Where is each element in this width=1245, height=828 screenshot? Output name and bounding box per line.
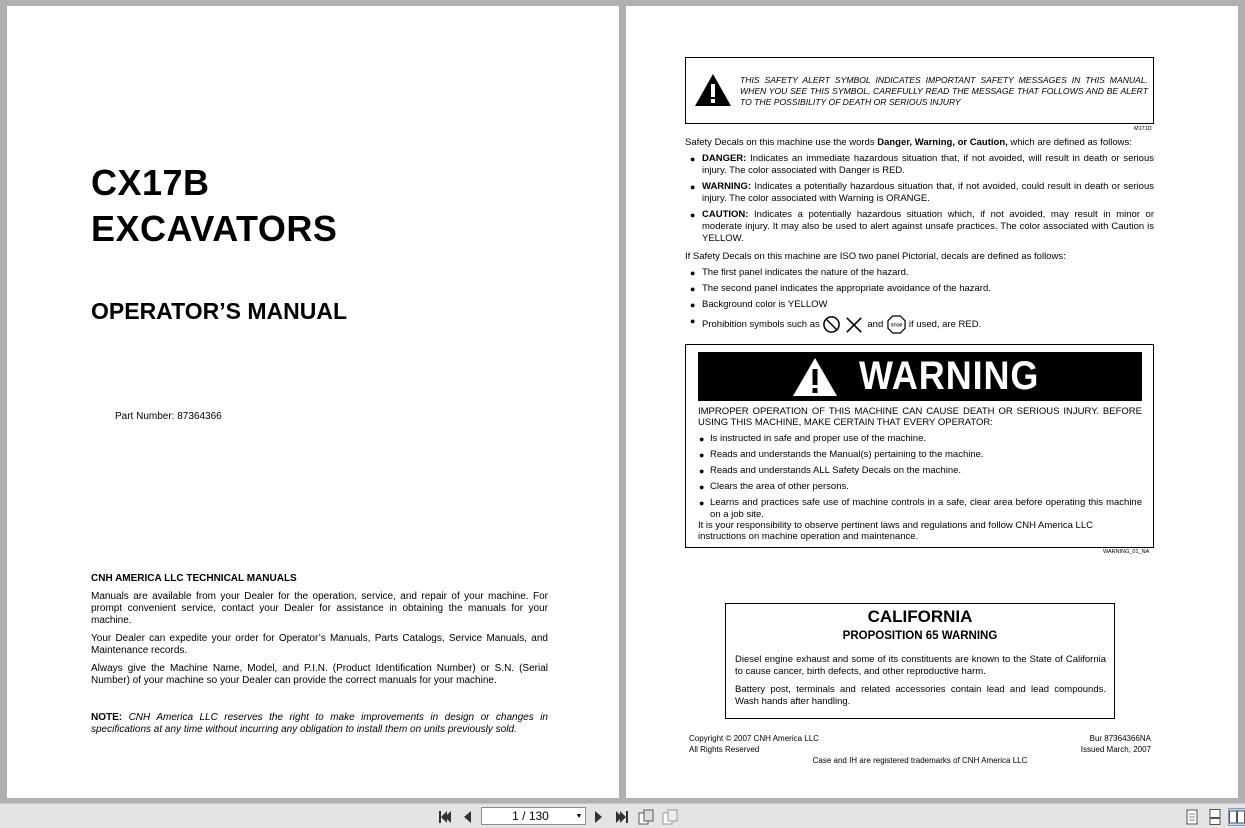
last-page-button[interactable] <box>613 808 631 826</box>
definition-term: DANGER: <box>702 153 747 164</box>
rights-text: All Rights Reserved <box>689 745 760 754</box>
list-item <box>685 315 1154 334</box>
warning-banner <box>698 352 1142 401</box>
definition-term: WARNING: <box>702 181 752 192</box>
left-page <box>7 6 619 798</box>
decals-intro-terms: Danger, Warning, or Caution, <box>877 137 1008 148</box>
iso-definitions-list <box>685 267 1154 338</box>
single-page-view-icon <box>1186 809 1198 825</box>
note-text: CNH America LLC reserves the right to make improvements in design or changes in specifications at any time without incurring any obligation to install them on units previously sold. <box>91 712 548 735</box>
page-indicator: 1 / 130 <box>512 809 549 823</box>
part-number: Part Number: 87364366 <box>115 411 222 422</box>
issue-info <box>1081 733 1151 755</box>
definition-text: Indicates an immediate hazardous situation that, if not avoided, will result in death or serious injury. The color associated with Danger is RED. <box>702 153 1154 176</box>
list-item <box>685 181 1154 205</box>
manual-title <box>91 160 337 252</box>
manual-subtitle: OPERATOR’S MANUAL <box>91 298 347 324</box>
decals-intro-text-end: which are defined as follows: <box>1007 137 1132 148</box>
safety-alert-box <box>685 57 1154 124</box>
list-item: ● Learns and practices safe use of machine controls in a safe, clear area before operating this machine on a job site. <box>698 497 1142 521</box>
tech-heading: CNH AMERICA LLC TECHNICAL MANUALS <box>91 573 297 584</box>
definition-text: Indicates a potentially hazardous situation which, if not avoided, may result in minor or moderate injury. It may also be used to alert against unsafe practices. The color associated with Caution is YELLOW. <box>702 209 1154 244</box>
first-page-button[interactable] <box>436 808 454 826</box>
title-model: CX17B <box>91 162 210 203</box>
decals-intro-text: Safety Decals on this machine use the words <box>685 137 878 148</box>
next-page-icon <box>595 811 603 823</box>
list-item: ● Clears the area of other persons. <box>698 481 1142 493</box>
california-paragraph: Battery post, terminals and related accessories contain lead and lead compounds. Wash hands after handling. <box>735 684 1106 707</box>
prohibition-and: and <box>867 318 884 330</box>
warning-triangle-icon <box>694 73 732 107</box>
first-page-icon <box>438 811 452 823</box>
prohibition-symbols <box>822 315 906 334</box>
right-page <box>626 6 1238 798</box>
prohibition-prefix: Prohibition symbols such as <box>702 319 820 331</box>
warning-box <box>685 344 1154 548</box>
list-item <box>685 153 1154 177</box>
iso-intro: If Safety Decals on this machine are ISO two panel Pictorial, decals are defined as follows: <box>685 251 1066 262</box>
bur-number: Bur 87364366NA <box>1089 734 1151 743</box>
alert-code: M171D <box>1134 126 1152 132</box>
note <box>91 712 548 736</box>
issue-date: Issued March, 2007 <box>1080 745 1151 754</box>
california-subtitle: PROPOSITION 65 WARNING <box>842 630 998 642</box>
two-page-view-button[interactable] <box>1228 808 1245 826</box>
definition-term: CAUTION: <box>702 209 749 220</box>
stop-sign-icon <box>887 315 906 334</box>
prohibition-x-icon <box>845 316 863 334</box>
warning-banner-text: WARNING <box>858 354 1040 398</box>
chevron-down-icon[interactable]: ▼ <box>575 812 583 820</box>
copyright <box>689 733 819 755</box>
decals-intro <box>685 137 1154 149</box>
viewer-toolbar <box>0 803 1245 828</box>
trademarks: Case and IH are registered trademarks of CNH America LLC <box>812 756 1028 765</box>
list-item: ● The first panel indicates the nature of the hazard. <box>685 267 1154 279</box>
california-paragraph: Diesel engine exhaust and some of its constituents are known to the State of California to cause cancer, birth defects, and other reproductive harm. <box>735 654 1106 677</box>
single-page-view-button[interactable] <box>1183 808 1201 826</box>
copyright-text: Copyright © 2007 CNH America LLC <box>689 734 819 743</box>
note-label: NOTE: <box>91 712 123 723</box>
california-title: CALIFORNIA <box>867 607 973 626</box>
rotate-button[interactable] <box>637 808 655 826</box>
list-item: ● Background color is YELLOW <box>685 299 1154 311</box>
fit-page-button[interactable] <box>661 808 679 826</box>
continuous-view-button[interactable] <box>1206 808 1224 826</box>
fit-page-icon <box>662 809 678 825</box>
rotate-icon <box>638 809 654 825</box>
continuous-view-icon <box>1209 809 1221 825</box>
two-page-view-icon <box>1229 810 1245 824</box>
california-warning-box <box>725 603 1115 719</box>
warning-footer: It is your responsibility to observe pertinent laws and regulations and follow CNH America LLC instructions on machine operation and maintenance. <box>698 520 1093 542</box>
warning-list <box>698 433 1142 525</box>
prev-page-button[interactable] <box>458 808 476 826</box>
warning-intro: IMPROPER OPERATION OF THIS MACHINE CAN CAUSE DEATH OR SERIOUS INJURY. BEFORE USING THIS MACHINE, MAKE CERTAIN THAT EVERY OPERATOR: <box>698 406 1142 428</box>
prohibition-circle-icon <box>822 315 841 334</box>
tech-paragraph: Always give the Machine Name, Model, and P.I.N. (Product Identification Number) or S.N. (Serial Number) of your machine so your Dealer can provide the correct manuals for your machine. <box>91 663 548 686</box>
prev-page-icon <box>463 811 471 823</box>
tech-manuals-section <box>91 573 548 693</box>
list-item: ● The second panel indicates the appropriate avoidance of the hazard. <box>685 283 1154 295</box>
list-item <box>685 209 1154 245</box>
last-page-icon <box>615 811 629 823</box>
tech-paragraph: Your Dealer can expedite your order for Operator’s Manuals, Parts Catalogs, Service Manuals, and Maintenance records. <box>91 633 548 656</box>
title-product: EXCAVATORS <box>91 208 338 249</box>
alert-text: THIS SAFETY ALERT SYMBOL INDICATES IMPORTANT SAFETY MESSAGES IN THIS MANUAL. WHEN YOU SEE THIS SYMBOL, CAREFULLY READ THE MESSAGE THAT FOLLOWS AND BE ALERT TO THE POSSIBILITY OF DEATH OR SERIOUS INJURY <box>740 75 1148 107</box>
definition-text: Indicates a potentially hazardous situation that, if not avoided, could result in death or serious injury. The color associated with Warning is ORANGE. <box>702 181 1154 204</box>
page-number-input[interactable] <box>481 807 586 825</box>
safety-definitions-list <box>685 153 1154 249</box>
list-item: ● Is instructed in safe and proper use of the machine. <box>698 433 1142 445</box>
prohibition-suffix: if used, are RED. <box>908 319 982 331</box>
tech-paragraph: Manuals are available from your Dealer for the operation, service, and repair of your machine. For prompt convenient service, contact your Dealer for assistance in obtaining the manuals for your machine. <box>91 591 548 626</box>
warning-triangle-icon <box>791 356 839 398</box>
warning-code: WARNING_01_NA <box>1103 549 1150 555</box>
stop-sign-label: STOP <box>890 322 903 328</box>
list-item: ● Reads and understands the Manual(s) pertaining to the machine. <box>698 449 1142 461</box>
list-item: ● Reads and understands ALL Safety Decals on the machine. <box>698 465 1142 477</box>
next-page-button[interactable] <box>590 808 608 826</box>
